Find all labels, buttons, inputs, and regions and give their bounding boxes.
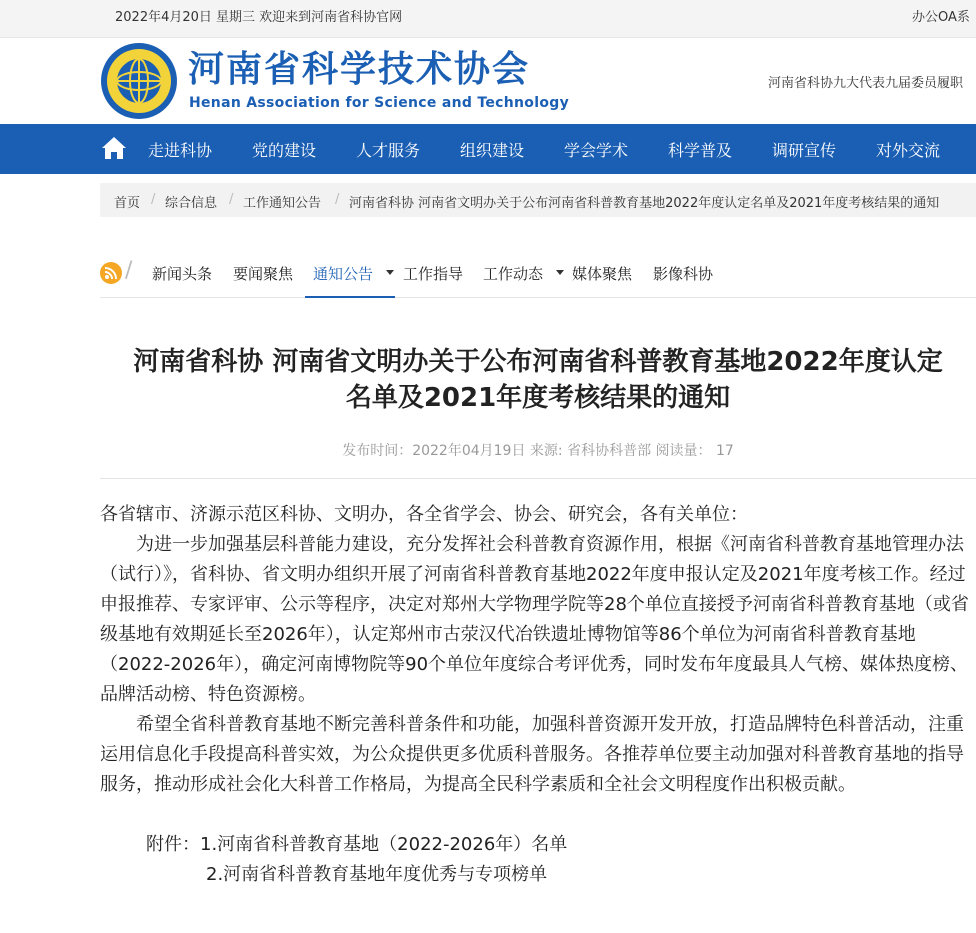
scrolling-headline[interactable]: 河南省科协九大代表九届委员履职 <box>768 76 964 91</box>
article-paragraph-2: 希望全省科普教育基地不断完善科普条件和功能，加强科普资源开发开放，打造品牌特色科普活动，注重运用信息化手段提高科普实效，为公众提供更多优质科普服务。各推荐单位要主动加强对科普教育基地的指导服务，推动形成社会化大科普工作格局，为提高全民科学素质和全社会文明程度作出积极贡献。 <box>100 714 964 795</box>
nav-item-external[interactable]: 对外交流 <box>876 141 941 160</box>
home-icon[interactable] <box>101 136 127 160</box>
breadcrumb-general-info[interactable]: 综合信息 <box>165 196 218 211</box>
article-meta: 发布时间：2022年04月19日 来源: 省科协科普部 阅读量： 17 <box>342 443 734 459</box>
breadcrumb-separator: / <box>151 192 156 207</box>
breadcrumb-current: 河南省科协 河南省文明办关于公布河南省科普教育基地2022年度认定名单及2021年度考核结果的通知 <box>349 196 940 211</box>
attachment-link-2[interactable]: 2.河南省科普教育基地年度优秀与专项榜单 <box>206 864 548 885</box>
subnav-headlines[interactable]: 新闻头条 <box>152 265 213 283</box>
breadcrumb-notices[interactable]: 工作通知公告 <box>243 196 322 211</box>
breadcrumb <box>100 183 976 217</box>
subnav-focus-news[interactable]: 要闻聚焦 <box>233 265 294 283</box>
chevron-down-icon[interactable] <box>556 270 564 275</box>
subnav-work-guidance[interactable]: 工作指导 <box>403 265 464 283</box>
rss-icon[interactable] <box>100 262 122 284</box>
nav-item-party[interactable]: 党的建设 <box>252 141 317 160</box>
breadcrumb-separator: / <box>229 192 234 207</box>
nav-item-academic[interactable]: 学会学术 <box>564 141 629 160</box>
top-bar <box>0 0 976 38</box>
logo-title-en[interactable]: Henan Association for Science and Technology <box>189 95 569 111</box>
active-tab-indicator <box>305 296 395 298</box>
chevron-down-icon[interactable] <box>386 270 394 275</box>
subnav-work-updates[interactable]: 工作动态 <box>483 265 544 283</box>
subnav-media[interactable]: 媒体聚焦 <box>572 265 633 283</box>
site-header <box>0 38 976 124</box>
nav-item-talent[interactable]: 人才服务 <box>356 141 421 160</box>
date-welcome-text: 2022年4月20日 星期三 欢迎来到河南省科协官网 <box>115 10 403 25</box>
divider <box>100 478 976 479</box>
subnav-notices[interactable]: 通知公告 <box>313 265 374 283</box>
breadcrumb-home[interactable]: 首页 <box>114 196 141 211</box>
article-title <box>100 344 976 416</box>
nav-item-organization[interactable]: 组织建设 <box>460 141 525 160</box>
slash-divider-icon: / <box>125 258 133 283</box>
article-title-line-1: 河南省科协 河南省文明办关于公布河南省科普教育基地2022年度认定 <box>133 347 943 377</box>
nav-item-research[interactable]: 调研宣传 <box>772 141 837 160</box>
attachment-link-1[interactable]: 附件：1.河南省科普教育基地（2022-2026年）名单 <box>146 834 568 855</box>
nav-item-about[interactable]: 走进科协 <box>148 141 213 160</box>
article-salutation: 各省辖市、济源示范区科协、文明办，各全省学会、协会、研究会，各有关单位： <box>100 504 748 525</box>
main-nav <box>0 124 976 174</box>
article-title-line-2: 名单及2021年度考核结果的通知 <box>345 383 731 413</box>
nav-item-science-pop[interactable]: 科学普及 <box>668 141 733 160</box>
logo-emblem-icon[interactable] <box>100 42 178 120</box>
oa-system-link[interactable]: 办公OA系 <box>912 10 970 25</box>
article-paragraph-1: 为进一步加强基层科普能力建设，充分发挥社会科普教育资源作用，根据《河南省科普教育基地管理办法（试行）》，省科协、省文明办组织开展了河南省科普教育基地2022年度申报认定及2021年度考核工作。经过申报推荐、专家评审、公示等程序，决定对郑州大学物理学院等28个单位直接授予河南省科普教育基地（或省级基地有效期延长至2026年），认定郑州市古荥汉代冶铁遗址博物馆等86个单位为河南省科普教育基地（2022-2026年），确定河南博物院等90个单位年度综合考评优秀，同时发布年度最具人气榜、媒体热度榜、品牌活动榜、特色资源榜。 <box>100 534 969 705</box>
logo-title-cn[interactable]: 河南省科学技术协会 <box>188 49 531 90</box>
subnav-images[interactable]: 影像科协 <box>653 265 714 283</box>
sub-nav <box>100 254 976 298</box>
breadcrumb-separator: / <box>335 192 340 207</box>
